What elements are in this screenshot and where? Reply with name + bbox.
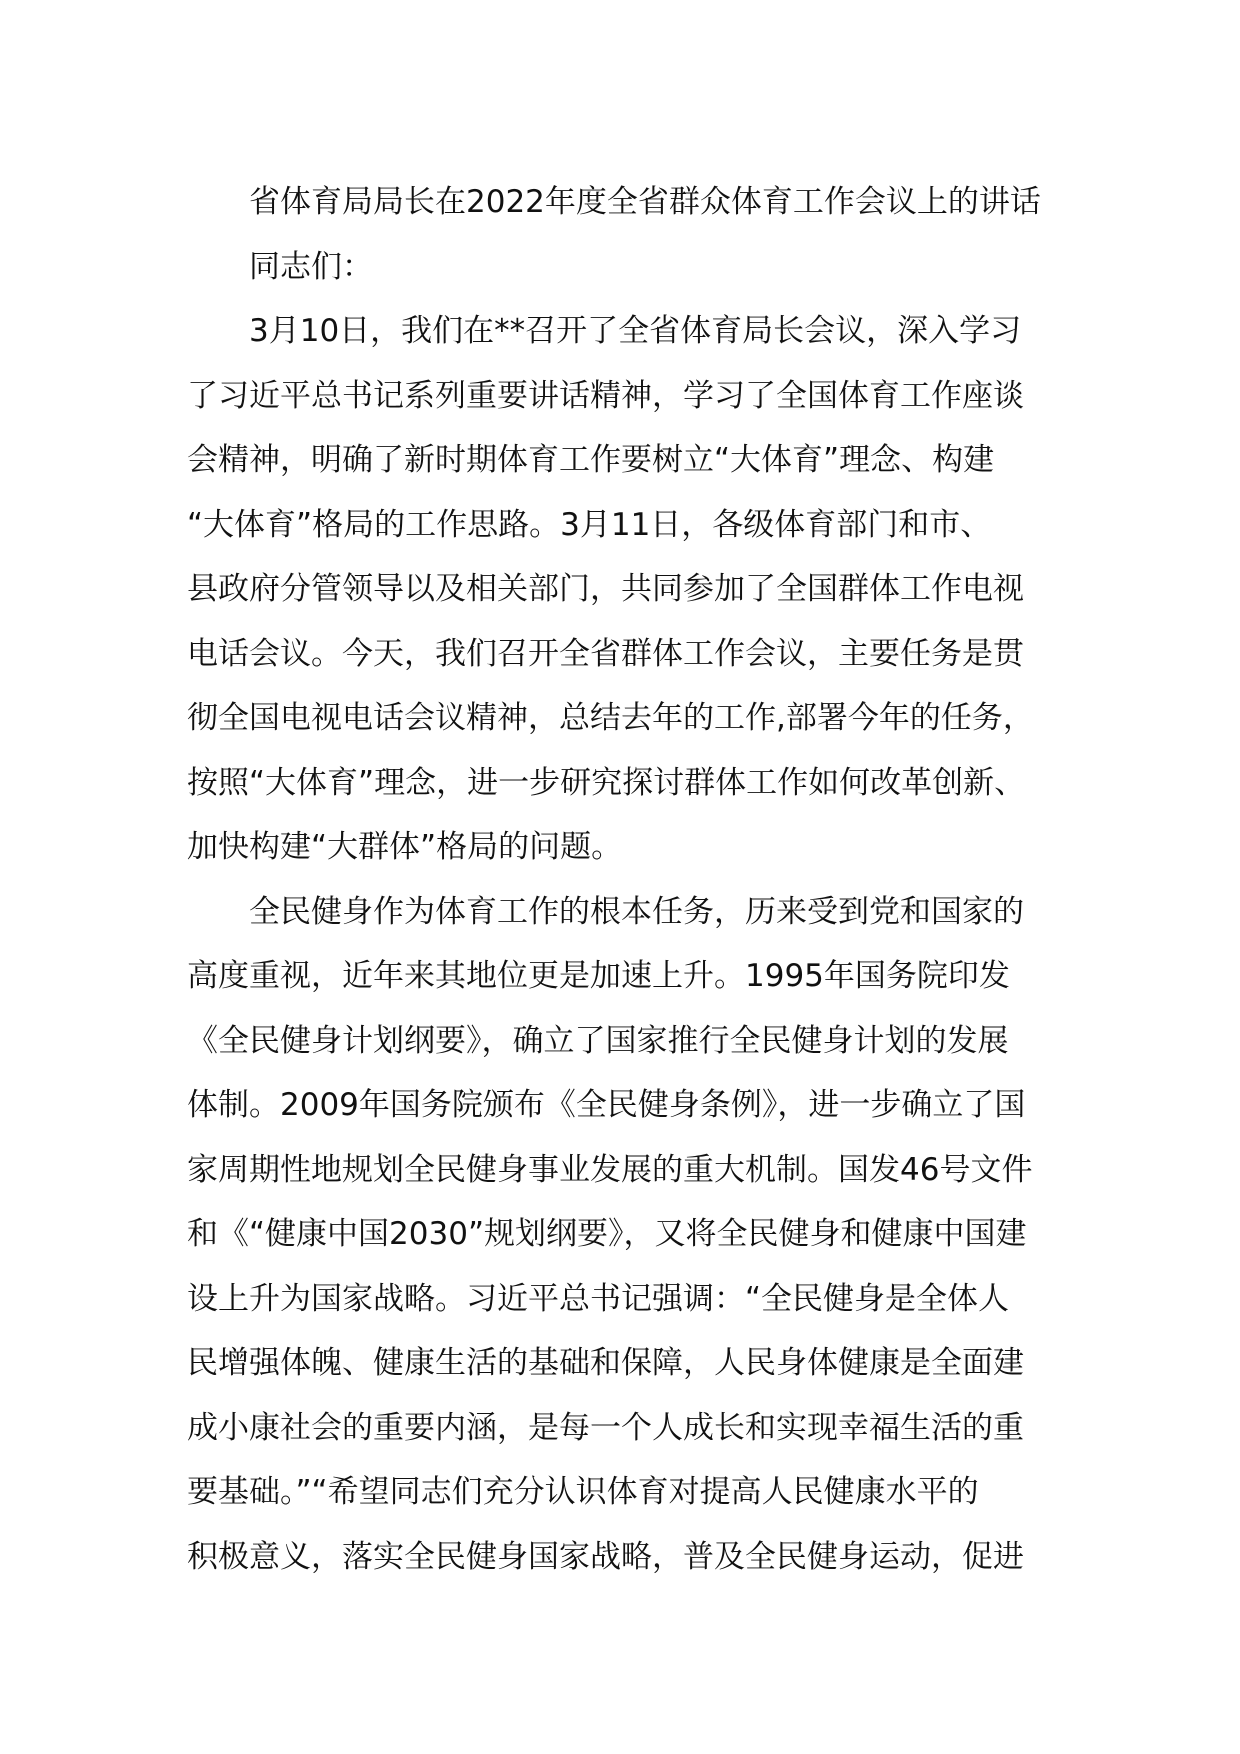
paragraph-line: 按照“大体育”理念，进一步研究探讨群体工作如何改革创新、 [187, 764, 1026, 801]
paragraph-line: 彻全国电视电话会议精神，总结去年的工作,部署今年的任务， [187, 700, 1034, 736]
paragraph-line: 家周期性地规划全民健身事业发展的重大机制。国发46号文件 [187, 1151, 1033, 1188]
document-body [187, 170, 1057, 1589]
paragraph-line: 县政府分管领导以及相关部门，共同参加了全国群体工作电视 [187, 571, 1024, 607]
paragraph-line: 加快构建“大群体”格局的问题。 [187, 829, 623, 865]
greeting: 同志们： [249, 248, 373, 285]
paragraph-2 [187, 880, 1057, 1590]
paragraph-line: 《全民健身计划纲要》，确立了国家推行全民健身计划的发展 [187, 1022, 1009, 1059]
paragraph-line: 高度重视，近年来其地位更是加速上升。1995年国务院印发 [187, 958, 1010, 994]
paragraph-line: 成小康社会的重要内涵，是每一个人成长和实现幸福生活的重 [187, 1409, 1024, 1446]
paragraph-line: “大体育”格局的工作思路。3月11日，各级体育部门和市、 [187, 506, 992, 543]
paragraph-line: 3月10日，我们在**召开了全省体育局长会议，深入学习 [249, 313, 1022, 349]
paragraph-line: 了习近平总书记系列重要讲话精神，学习了全国体育工作座谈 [187, 377, 1024, 414]
paragraph-line: 设上升为国家战略。习近平总书记强调：“全民健身是全体人 [187, 1280, 1010, 1317]
paragraph-line: 和《“健康中国2030”规划纲要》，又将全民健身和健康中国建 [187, 1216, 1027, 1252]
paragraph-line: 积极意义，落实全民健身国家战略，普及全民健身运动，促进 [187, 1538, 1024, 1575]
paragraph-line: 要基础。”“希望同志们充分认识体育对提高人民健康水平的 [187, 1474, 979, 1510]
speech-title: 省体育局局长在2022年度全省群众体育工作会议上的讲话 [249, 184, 1041, 220]
paragraph-line: 电话会议。今天，我们召开全省群体工作会议，主要任务是贯 [187, 635, 1024, 672]
paragraph-line: 民增强体魄、健康生活的基础和保障，人民身体健康是全面建 [187, 1345, 1024, 1381]
paragraph-line: 全民健身作为体育工作的根本任务，历来受到党和国家的 [249, 893, 1024, 930]
paragraph-line: 体制。2009年国务院颁布《全民健身条例》，进一步确立了国 [187, 1087, 1026, 1123]
paragraph-line: 会精神，明确了新时期体育工作要树立“大体育”理念、构建 [187, 442, 995, 478]
paragraph-1 [187, 299, 1057, 880]
